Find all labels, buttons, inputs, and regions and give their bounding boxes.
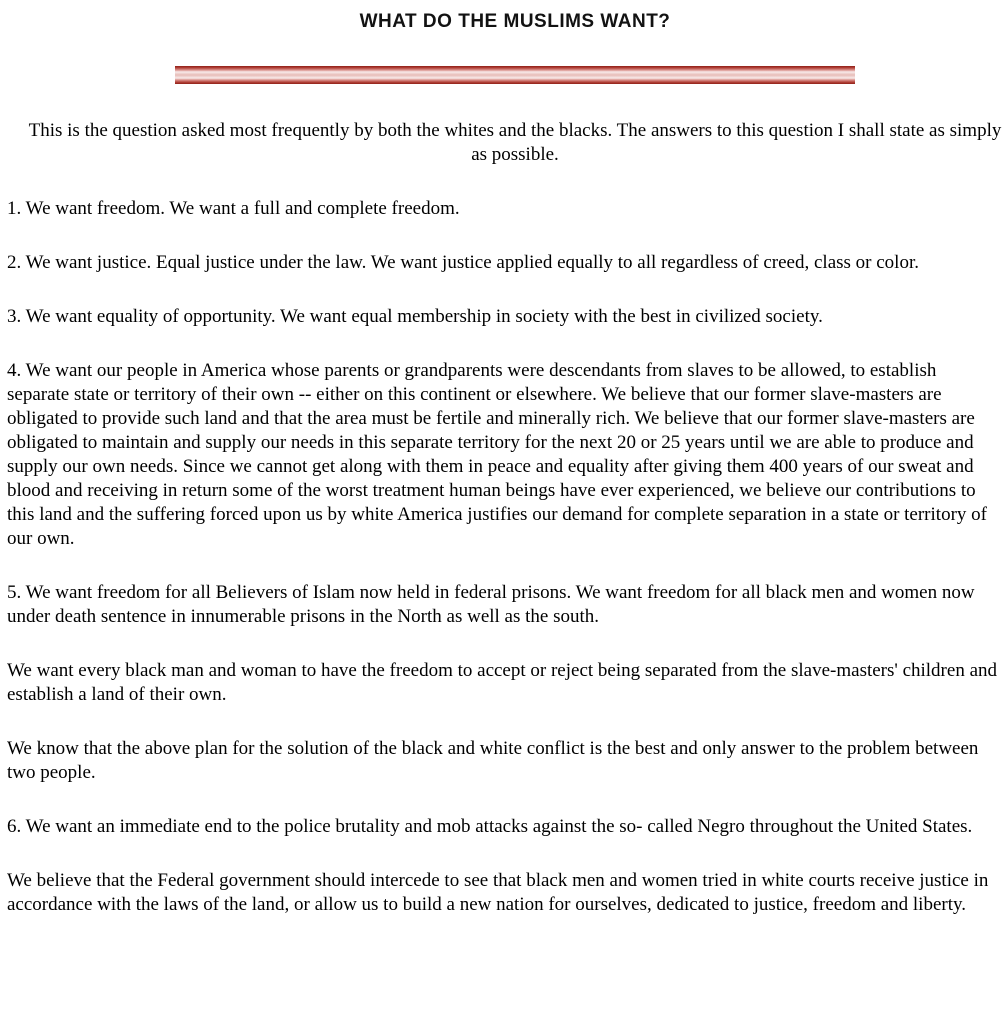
document-paragraph: 3. We want equality of opportunity. We want equal membership in society with the best in civilized society.: [7, 306, 823, 327]
intro-paragraph: This is the question asked most frequently by both the whites and the blacks. The answers to this question I shall state as simply as possible.: [28, 120, 1002, 165]
red-divider-rule: [175, 66, 855, 84]
document-paragraph: We know that the above plan for the solution of the black and white conflict is the best and only answer to the problem between two people.: [7, 738, 979, 783]
document-paragraph: 5. We want freedom for all Believers of Islam now held in federal prisons. We want freedom for all black men and women now under death sentence in innumerable prisons in the North as well as the south.: [7, 582, 975, 627]
document-body: [7, 197, 997, 917]
document-paragraph: We believe that the Federal government should intercede to see that black men and women tried in white courts receive justice in accordance with the laws of the land, or allow us to build a new nation for ourselves, dedicated to justice, freedom and liberty.: [7, 870, 989, 915]
document-paragraph: 6. We want an immediate end to the police brutality and mob attacks against the so- called Negro throughout the United States.: [7, 816, 973, 837]
document-paragraph: 4. We want our people in America whose parents or grandparents were descendants from slaves to be allowed, to establish separate state or territory of their own -- either on this continent or elsewhere. We believe that our former slave-masters are obligated to provide such land and that the area must be fertile and minerally rich. We believe that our former slave-masters are obligated to maintain and supply our needs in this separate territory for the next 20 or 25 years until we are able to produce and supply our own needs. Since we cannot get along with them in peace and equality after giving them 400 years of our sweat and blood and receiving in return some of the worst treatment human beings have ever experienced, we believe our contributions to this land and the suffering forced upon us by white America justifies our demand for complete separation in a state or territory of our own.: [7, 360, 987, 549]
document-paragraph: We want every black man and woman to have the freedom to accept or reject being separated from the slave-masters' children and establish a land of their own.: [7, 660, 998, 705]
document-title: WHAT DO THE MUSLIMS WANT?: [359, 11, 671, 32]
document-paragraph: 2. We want justice. Equal justice under the law. We want justice applied equally to all regardless of creed, class or color.: [7, 252, 919, 273]
document-paragraph: 1. We want freedom. We want a full and complete freedom.: [7, 198, 460, 219]
